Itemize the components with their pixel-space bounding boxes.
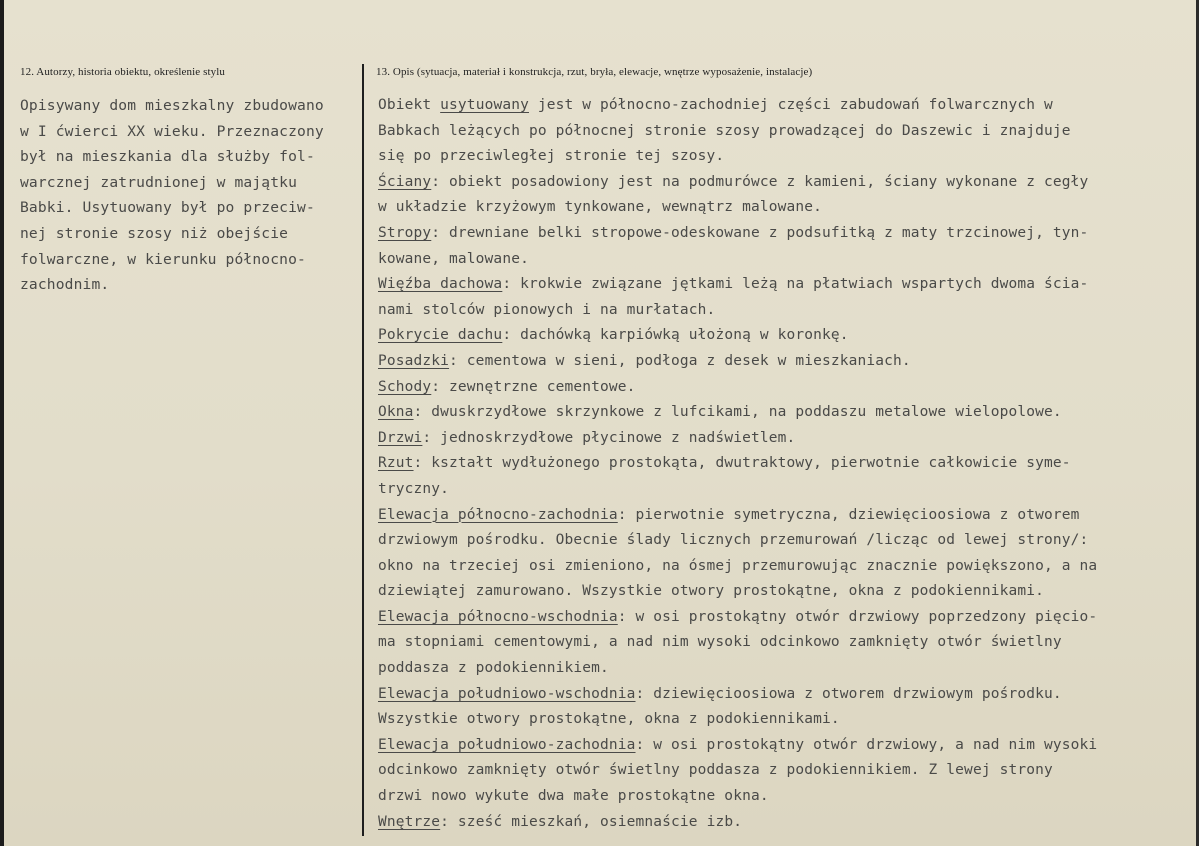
- history-line: zachodnim.: [20, 276, 110, 294]
- description-line: [378, 784, 1193, 810]
- section-label: usytuowany: [440, 97, 529, 113]
- history-line: w I ćwierci XX wieku. Przeznaczony: [20, 122, 324, 140]
- section-label: Elewacja północno-zachodnia: [378, 506, 618, 523]
- description-line: [378, 170, 1193, 196]
- description-line: [378, 426, 1193, 452]
- line-text: w układzie krzyżowym tynkowane, wewnątrz malowane.: [378, 199, 822, 216]
- section-label: Pokrycie dachu: [378, 327, 503, 344]
- description-line: [378, 375, 1193, 401]
- line-text: : w osi prostokątny otwór drzwiowy poprzedzony pięcio-: [617, 608, 1098, 625]
- section-label: Okna: [378, 404, 414, 421]
- line-text: : dachówką karpiówką ułożoną w koronkę.: [502, 327, 849, 344]
- section-label: Drzwi: [378, 429, 423, 446]
- description-line: [378, 93, 1193, 119]
- section-label: Rzut: [378, 455, 414, 472]
- line-text: : sześć mieszkań, osiemnaście izb.: [440, 813, 743, 830]
- description-line: [378, 630, 1193, 656]
- line-text: nami stolców pionowych i na murłatach.: [378, 301, 716, 318]
- line-text: tryczny.: [378, 480, 450, 497]
- history-line: Opisywany dom mieszkalny zbudowano: [20, 97, 324, 114]
- line-text: : dziewięcioosiowa z otworem drzwiowym pośrodku.: [635, 685, 1062, 702]
- description-line: [378, 758, 1193, 784]
- description-line: [378, 400, 1193, 426]
- description-line: [378, 656, 1193, 682]
- description-line: [378, 323, 1193, 349]
- history-line: Babki. Usytuowany był po przeciw-: [20, 199, 315, 217]
- description-line: [378, 195, 1193, 221]
- line-text: : pierwotnie symetryczna, dziewięcioosiowa z otworem: [617, 506, 1080, 523]
- line-text: : cementowa w sieni, podłoga z desek w mieszkaniach.: [449, 352, 911, 369]
- section-label: Schody: [378, 378, 432, 395]
- history-line: był na mieszkania dla służby fol-: [20, 148, 315, 166]
- section-12-body: [20, 93, 360, 298]
- line-text: : dwuskrzydłowe skrzynkowe z lufcikami, na poddaszu metalowe wielopolowe.: [413, 404, 1062, 421]
- line-text: odcinkowo zamknięty otwór świetlny poddasza z podokiennikiem. Z lewej strony: [378, 762, 1053, 779]
- line-text: : drewniane belki stropowe-odeskowane z podsufitką z maty trzcinowej, tyn-: [431, 224, 1089, 241]
- section-label: Ściany: [378, 173, 432, 190]
- section-label: Wnętrze: [378, 813, 441, 830]
- description-line: [378, 247, 1193, 273]
- section-label: Więźba dachowa: [378, 276, 503, 293]
- line-text: drzwi nowo wykute dwa małe prostokątne okna.: [378, 788, 769, 805]
- line-text: ma stopniami cementowymi, a nad nim wysoki odcinkowo zamknięty otwór świetlny: [378, 634, 1062, 651]
- description-line: [378, 579, 1193, 605]
- column-divider: [362, 64, 364, 836]
- description-line: [378, 349, 1193, 375]
- section-label: Elewacja południowo-zachodnia: [378, 736, 636, 753]
- line-text: poddasza z podokiennikiem.: [378, 660, 609, 677]
- line-text: drzwiowym pośrodku. Obecnie ślady licznych przemurowań /licząc od lewej strony/:: [378, 532, 1089, 549]
- description-line: [378, 682, 1193, 708]
- description-line: [378, 221, 1193, 247]
- description-line: [378, 707, 1193, 733]
- line-text: okno na trzeciej osi zmieniono, na ósmej przemurowując znacznie powiększono, a na: [378, 557, 1098, 574]
- line-text: dziewiątej zamurowano. Wszystkie otwory prostokątne, okna z podokiennikami.: [378, 583, 1044, 600]
- section-label: Posadzki: [378, 352, 450, 369]
- line-text: : jednoskrzydłowe płycinowe z nadświetlem.: [422, 429, 796, 446]
- line-text: jest w północno-zachodniej części zabudowań folwarcznych w: [528, 97, 1053, 113]
- description-line: [378, 298, 1193, 324]
- history-line: warcznej zatrudnionej w majątku: [20, 173, 298, 191]
- line-text: Wszystkie otwory prostokątne, okna z podokiennikami.: [378, 711, 840, 728]
- description-line: [378, 605, 1193, 631]
- line-text: : kształt wydłużonego prostokąta, dwutraktowy, pierwotnie całkowicie syme-: [413, 455, 1071, 472]
- description-line: [378, 503, 1193, 529]
- description-line: [378, 451, 1193, 477]
- description-line: [378, 272, 1193, 298]
- line-text: kowane, malowane.: [378, 250, 529, 267]
- section-13-header: 13. Opis (sytuacja, materiał i konstrukcja, rzut, bryła, elewacje, wnętrze wyposażenie, instalacje): [376, 66, 813, 78]
- description-line: [378, 144, 1193, 170]
- description-line: [378, 477, 1193, 503]
- history-line: nej stronie szosy niż obejście: [20, 224, 289, 242]
- section-label: Stropy: [378, 224, 432, 241]
- line-text: : zewnętrzne cementowe.: [431, 378, 636, 395]
- history-line: folwarczne, w kierunku północno-: [20, 250, 306, 268]
- description-line: [378, 119, 1193, 145]
- line-text: : krokwie związane jętkami leżą na płatwiach wspartych dwoma ścia-: [502, 276, 1089, 293]
- left-edge: [0, 0, 4, 846]
- section-13-body: [378, 93, 1193, 835]
- line-text: Babkach leżących po północnej stronie szosy prowadzącej do Daszewic i znajduje: [378, 122, 1071, 139]
- line-text: : w osi prostokątny otwór drzwiowy, a nad nim wysoki: [635, 736, 1098, 753]
- line-text: się po przeciwległej stronie tej szosy.: [378, 148, 725, 165]
- line-text: : obiekt posadowiony jest na podmurówce z kamieni, ściany wykonane z cegły: [431, 173, 1089, 190]
- description-line: [378, 528, 1193, 554]
- description-line: [378, 554, 1193, 580]
- section-label: Elewacja północno-wschodnia: [378, 608, 618, 625]
- description-line: [378, 733, 1193, 759]
- section-label: Elewacja południowo-wschodnia: [378, 685, 636, 702]
- section-12-header: 12. Autorzy, historia obiektu, określenie stylu: [20, 66, 226, 78]
- description-line: [378, 810, 1193, 836]
- line-prefix: Obiekt: [378, 97, 441, 113]
